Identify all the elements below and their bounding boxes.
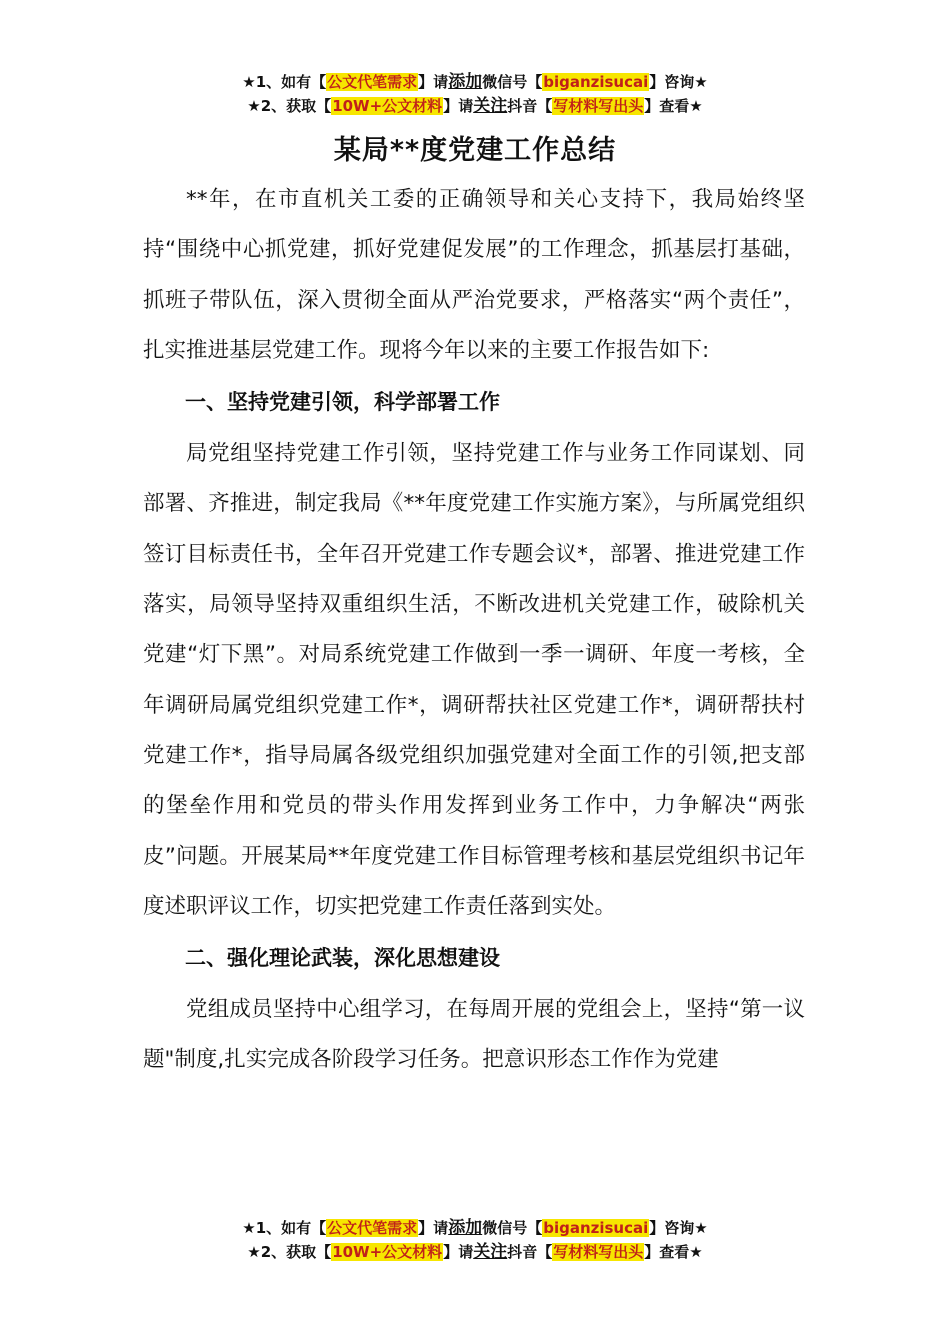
section-heading-1: 一、坚持党建引领，科学部署工作 [185,390,500,415]
highlight-douyin-account: 写材料写出头 [553,97,644,115]
star-icon: ★ [242,73,256,91]
footer-promo-banner [0,1216,950,1264]
star-icon: ★ [247,1243,261,1261]
highlight-materials: 10W+公文材料 [332,1243,443,1261]
star-icon: ★ [694,73,708,91]
highlight-materials: 10W+公文材料 [332,97,443,115]
intro-paragraph: **年，在市直机关工委的正确领导和关心支持下，我局始终坚持“围绕中心抓党建，抓好党建促发展”的工作理念，抓基层打基础，抓班子带队伍，深入贯彻全面从严治党要求，严格落实“两个责任”，扎实推进基层党建工作。现将今年以来的主要工作报告如下: [143,187,805,363]
highlight-wechat-id: biganzisucai [543,73,649,91]
promo-line-2: ★2、获取【10W+公文材料】请关注抖音【写材料写出头】查看★ [247,96,703,116]
promo-line-1: ★1、如有【公文代笔需求】请添加微信号【biganzisucai】咨询★ [242,72,708,92]
section-paragraph-1: 局党组坚持党建工作引领，坚持党建工作与业务工作同谋划、同部署、齐推进，制定我局《**年度党建工作实施方案》，与所属党组织签订目标责任书，全年召开党建工作专题会议*，部署、推进党建工作落实，局领导坚持双重组织生活，不断改进机关党建工作，破除机关党建“灯下黑”。对局系统党建工作做到一季一调研、年度一考核，全年调研局属党组织党建工作*，调研帮扶社区党建工作*，调研帮扶村党建工作*，指导局属各级党组织加强党建对全面工作的引领,把支部的堡垒作用和党员的带头作用发挥到业务工作中，力争解决“两张皮”问题。开展某局**年度党建工作目标管理考核和基层党组织书记年度述职评议工作，切实把党建工作责任落到实处。 [143,441,805,919]
star-icon: ★ [689,97,703,115]
highlight-service: 公文代笔需求 [327,73,418,91]
section-paragraph-2: 党组成员坚持中心组学习，在每周开展的党组会上，坚持“第一议题"制度,扎实完成各阶段学习任务。把意识形态工作作为党建 [143,997,805,1073]
document-title: 某局**度党建工作总结 [333,135,617,166]
highlight-service: 公文代笔需求 [327,1219,418,1237]
header-promo-banner [0,70,950,118]
star-icon: ★ [247,97,261,115]
highlight-wechat-id: biganzisucai [543,1219,649,1237]
highlight-douyin-account: 写材料写出头 [553,1243,644,1261]
promo-line-1: ★1、如有【公文代笔需求】请添加微信号【biganzisucai】咨询★ [242,1218,708,1238]
document-body [143,175,805,1086]
star-icon: ★ [242,1219,256,1237]
star-icon: ★ [689,1243,703,1261]
promo-line-2: ★2、获取【10W+公文材料】请关注抖音【写材料写出头】查看★ [247,1242,703,1262]
star-icon: ★ [694,1219,708,1237]
section-heading-2: 二、强化理论武装，深化思想建设 [185,946,500,971]
